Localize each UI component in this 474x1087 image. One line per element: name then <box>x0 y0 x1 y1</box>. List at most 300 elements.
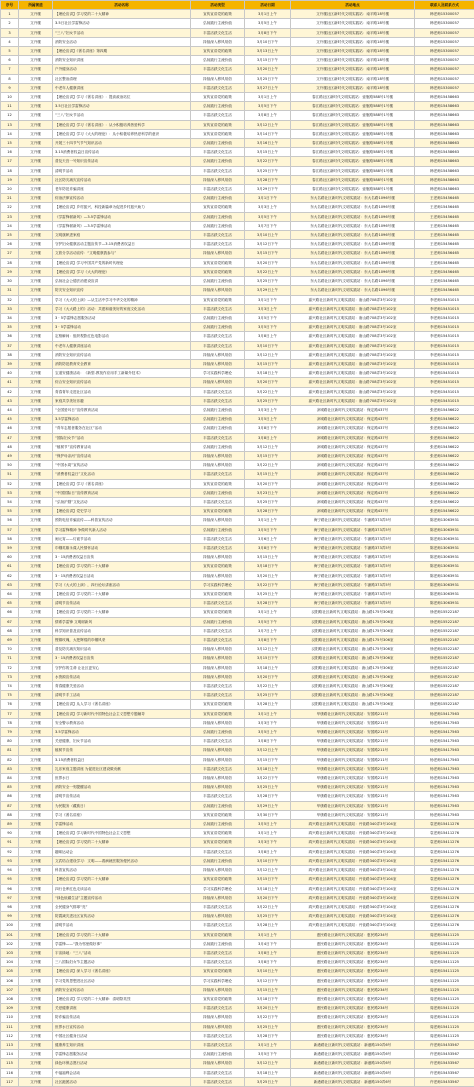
activity-location: 华康路社区新时代文明实践站：安国路211号 <box>291 709 415 718</box>
activity-type: 宣传宣讲党的政策 <box>191 562 245 571</box>
activity-date: 3月18日上午 <box>245 369 291 378</box>
activity-name: 趣味运动会 <box>53 847 191 856</box>
street-name: 文升楼 <box>19 912 53 921</box>
row-number: 87 <box>1 801 19 810</box>
activity-name: 定格瞬间：组织观影红色电影活动 <box>53 332 191 341</box>
table-row <box>1 921 474 930</box>
contact-info: 张老师15456622 <box>415 479 474 488</box>
table-row <box>1 764 474 773</box>
table-row <box>1 783 474 792</box>
activity-date: 3月3日上午 <box>245 304 291 313</box>
contact-info: 李老师15451015 <box>415 332 474 341</box>
table-row <box>1 378 474 387</box>
activity-date: 3月28日下午 <box>245 1031 291 1040</box>
activity-date: 3月25日上午 <box>245 1022 291 1031</box>
row-number: 5 <box>1 47 19 56</box>
street-name: 文升楼 <box>19 810 53 819</box>
table-row <box>1 672 474 681</box>
table-row <box>1 939 474 948</box>
table-row <box>1 1059 474 1068</box>
contact-info: 韩老师15458663 <box>415 185 474 194</box>
row-number: 47 <box>1 433 19 442</box>
activity-name: 学习《大大的上演》，四行论坛讲座活动 <box>53 580 191 589</box>
activity-type: 丰富活跃文化生活 <box>191 636 245 645</box>
activity-name: 清明节宣传活动 <box>53 599 191 608</box>
contact-info: 徐老师15522187 <box>415 608 474 617</box>
row-number: 72 <box>1 663 19 672</box>
table-row <box>1 359 474 368</box>
activity-type: 持续深入移风易俗 <box>191 1059 245 1068</box>
activity-location: 鸿兴路社区新时代文明实践站：丹徒路340弄3号104室 <box>291 820 415 829</box>
activity-name: 学习党的思想进社区活动 <box>53 976 191 985</box>
contact-info: 韩老师15300057 <box>415 74 474 83</box>
contact-info: 李老师15451015 <box>415 359 474 368</box>
row-number: 98 <box>1 902 19 911</box>
table-row <box>1 875 474 884</box>
activity-type: 丰富活跃文化生活 <box>191 111 245 120</box>
row-number: 18 <box>1 166 19 175</box>
activity-type: 弘扬践行主流价值 <box>191 617 245 626</box>
activity-name: 【理论宣讲】学习《大大的理论》 <box>53 267 191 276</box>
activity-date: 3月28日下午 <box>245 507 291 516</box>
contact-info: 张老师15456622 <box>415 488 474 497</box>
activity-type: 弘扬践行主流价值 <box>191 102 245 111</box>
activity-location: 惠民路社区新时代文明实践站：惠民路234号 <box>291 976 415 985</box>
activity-location: 海宁路社区新时代文明实践站：乍浦路373弄5号 <box>291 599 415 608</box>
activity-name: 综治法律宣传活动 <box>53 194 191 203</box>
activity-type: 丰富活跃文化生活 <box>191 691 245 700</box>
row-number: 11 <box>1 102 19 111</box>
table-row <box>1 37 474 46</box>
activity-name: 世界水日宣传活动 <box>53 1022 191 1031</box>
street-name: 文升楼 <box>19 755 53 764</box>
activity-location: 惠民路社区新时代文明实践站：惠民路234号 <box>291 985 415 994</box>
activity-name: 学雷锋活动 <box>53 820 191 829</box>
activity-location: 海宁路社区新时代文明实践站：乍浦路373弄5号 <box>291 516 415 525</box>
activity-location: 凉城路社区新时代文明实践站：保定路437号 <box>291 479 415 488</box>
row-number: 61 <box>1 562 19 571</box>
activity-location: 东大名路社区新时代文明实践站：东大名路1096号楼 <box>291 286 415 295</box>
street-name: 文升楼 <box>19 774 53 783</box>
row-number: 8 <box>1 74 19 83</box>
street-name: 文升楼 <box>19 737 53 746</box>
row-number: 86 <box>1 792 19 801</box>
table-row <box>1 958 474 967</box>
street-name: 文升楼 <box>19 902 53 911</box>
table-row <box>1 884 474 893</box>
row-number: 46 <box>1 424 19 433</box>
row-number: 43 <box>1 396 19 405</box>
row-number: 7 <box>1 65 19 74</box>
activity-date: 3月5日下午 <box>245 102 291 111</box>
row-number: 80 <box>1 737 19 746</box>
activity-date: 3月15日上午 <box>245 470 291 479</box>
row-number: 77 <box>1 709 19 718</box>
activity-name: 3 · 5学雷锋志愿服务活动 <box>53 313 191 322</box>
contact-info: 李老师15451015 <box>415 304 474 313</box>
table-row <box>1 1013 474 1022</box>
street-name: 文升楼 <box>19 1059 53 1068</box>
activity-date: 3月10日上午 <box>245 967 291 976</box>
street-name: 文升楼 <box>19 829 53 838</box>
activity-type: 弘扬践行主流价值 <box>191 1050 245 1059</box>
contact-info: 张老师15456622 <box>415 497 474 506</box>
activity-location: 东大名路社区新时代文明实践站：东大名路1096号楼 <box>291 194 415 203</box>
activity-date: 3月12日上午 <box>245 866 291 875</box>
row-number: 32 <box>1 295 19 304</box>
activity-location: 汉阳路社区新时代文明实践站：唐山路175号306室 <box>291 636 415 645</box>
row-number: 81 <box>1 746 19 755</box>
table-row <box>1 28 474 37</box>
activity-type: 丰富活跃文化生活 <box>191 433 245 442</box>
activity-type: 丰富活跃文化生活 <box>191 626 245 635</box>
activity-type: 丰富活跃文化生活 <box>191 1031 245 1040</box>
activity-location: 嘉兴路社区新时代文明实践站：唐山路708弄3号102室 <box>291 304 415 313</box>
activity-name: 守护妇女健康活动主题宣传节—3.15消费者权益日 <box>53 240 191 249</box>
activity-type: 持续深入移风易俗 <box>191 985 245 994</box>
street-name: 文升楼 <box>19 1004 53 1013</box>
table-row <box>1 847 474 856</box>
activity-type: 持续深入移风易俗 <box>191 249 245 258</box>
row-number: 89 <box>1 820 19 829</box>
street-name: 文升楼 <box>19 415 53 424</box>
row-number: 14 <box>1 129 19 138</box>
street-name: 文升楼 <box>19 221 53 230</box>
row-number: 44 <box>1 405 19 414</box>
row-number: 96 <box>1 884 19 893</box>
activity-location: 东大名路社区新时代文明实践站：东大名路1096号楼 <box>291 258 415 267</box>
contact-info: 张老师15456622 <box>415 433 474 442</box>
activity-date: 3月3日上午 <box>245 203 291 212</box>
activity-location: 汉阳路社区新时代文明实践站：唐山路175号306室 <box>291 672 415 681</box>
contact-info: 张老师15456622 <box>415 424 474 433</box>
street-name: 文升楼 <box>19 387 53 396</box>
activity-type: 弘扬践行主流价值 <box>191 139 245 148</box>
activity-type: 弘扬践行主流价值 <box>191 820 245 829</box>
activity-name: 《学雷锋树新风》—3.5学雷锋活动 <box>53 221 191 230</box>
row-number: 82 <box>1 755 19 764</box>
row-number: 50 <box>1 461 19 470</box>
activity-type: 宣传宣讲党的政策 <box>191 203 245 212</box>
row-number: 116 <box>1 1068 19 1077</box>
activity-name: 三八国际妇女节主题活动 <box>53 958 191 967</box>
activity-location: 春江路社区新时代文明实践站：壶瓶路588号1号楼 <box>291 157 415 166</box>
activity-name: 【理论宣讲】学习新时代中国特色社会主义思想 <box>53 829 191 838</box>
activity-name: 铿锵玫瑰，大把辉煌的巾帼风采 <box>53 636 191 645</box>
activity-name: 植树节宣传 <box>53 746 191 755</box>
street-name: 文升楼 <box>19 700 53 709</box>
activity-location: 嘉兴路社区新时代文明实践站：唐山路708弄3号102室 <box>291 359 415 368</box>
table-row <box>1 1022 474 1031</box>
row-number: 111 <box>1 1022 19 1031</box>
street-name: 文升楼 <box>19 231 53 240</box>
activity-location: 海宁路社区新时代文明实践站：乍浦路373弄5号 <box>291 580 415 589</box>
table-row <box>1 902 474 911</box>
activity-name: 普及天宫一号知识宣传活动 <box>53 157 191 166</box>
street-name: 文升楼 <box>19 691 53 700</box>
contact-info: 陈老师13063931 <box>415 525 474 534</box>
activity-location: 春江路社区新时代文明实践站：壶瓶路588号1号楼 <box>291 185 415 194</box>
row-number: 48 <box>1 442 19 451</box>
row-number: 85 <box>1 783 19 792</box>
activity-date: 3月3日下午 <box>245 838 291 847</box>
activity-type: 宣传宣讲党的政策 <box>191 258 245 267</box>
row-number: 33 <box>1 304 19 313</box>
activity-location: 鸿兴路社区新时代文明实践站：丹徒路340弄3号104室 <box>291 902 415 911</box>
activity-name: 防诈骗宣传活动 <box>53 1013 191 1022</box>
table-row <box>1 1050 474 1059</box>
activity-type: 持续深入移风易俗 <box>191 451 245 460</box>
street-name: 文升楼 <box>19 74 53 83</box>
contact-info: 陈老师13063931 <box>415 516 474 525</box>
activity-name: “绿色低碳生活”主题宣传活动 <box>53 893 191 902</box>
activity-location: 嘉兴路社区新时代文明实践站：唐山路708弄3号102室 <box>291 396 415 405</box>
contact-info: 杨老师15417563 <box>415 764 474 773</box>
activity-name: 【理论宣讲】《著名讲座》第四期 <box>53 47 191 56</box>
activity-location: 华康路社区新时代文明实践站：安国路211号 <box>291 764 415 773</box>
row-number: 29 <box>1 267 19 276</box>
contact-info: 杨老师15417563 <box>415 728 474 737</box>
activity-type: 丰富活跃文化生活 <box>191 185 245 194</box>
activity-location: 汉阳路社区新时代文明实践站：唐山路175号306室 <box>291 608 415 617</box>
activity-date: 3月22日下午 <box>245 774 291 783</box>
activity-date: 3月22日上午 <box>245 267 291 276</box>
contact-info: 许老师15453567 <box>415 1068 474 1077</box>
street-name: 文升楼 <box>19 866 53 875</box>
contact-info: 陈老师13063931 <box>415 553 474 562</box>
activity-location: 鸿兴路社区新时代文明实践站：丹徒路340弄3号104室 <box>291 884 415 893</box>
street-name: 文升楼 <box>19 139 53 148</box>
activity-type: 宣传宣讲党的政策 <box>191 709 245 718</box>
activity-location: 凉城路社区新时代文明实践站：保定路437号 <box>291 451 415 460</box>
activity-name: 综合安全知识宣传活动 <box>53 378 191 387</box>
table-row <box>1 985 474 994</box>
activity-date: 3月1日下午 <box>245 295 291 304</box>
activity-location: 鸿兴路社区新时代文明实践站：丹徒路340弄3号104室 <box>291 921 415 930</box>
activity-date: 3月25日下午 <box>245 396 291 405</box>
activity-location: 文升楼社区新时代文明实践站：南平路18号楼 <box>291 19 415 28</box>
activity-type: 丰富活跃文化生活 <box>191 599 245 608</box>
activity-date: 3月25日下午 <box>245 497 291 506</box>
activity-location: 凉城路社区新时代文明实践站：保定路437号 <box>291 405 415 414</box>
activity-location: 春江路社区新时代文明实践站：壶瓶路588号1号楼 <box>291 148 415 157</box>
activity-date: 3月18日上午 <box>245 1068 291 1077</box>
activity-location: 汉阳路社区新时代文明实践站：唐山路175号306室 <box>291 626 415 635</box>
activity-location: 鸿兴路社区新时代文明实践站：丹徒路340弄3号104室 <box>291 875 415 884</box>
activity-date: 3月15日下午 <box>245 654 291 663</box>
contact-info: 陈老师13063931 <box>415 599 474 608</box>
activity-date: 3月8日下午 <box>245 958 291 967</box>
contact-info: 徐老师15522187 <box>415 617 474 626</box>
activity-location: 华康路社区新时代文明实践站：安国路211号 <box>291 792 415 801</box>
activity-name: 3.5日社区学雷锋活动 <box>53 19 191 28</box>
table-row <box>1 746 474 755</box>
contact-info: 袁老师15411276 <box>415 847 474 856</box>
table-row <box>1 1068 474 1077</box>
activity-location: 凉城路社区新时代文明实践站：保定路437号 <box>291 488 415 497</box>
activity-type: 丰富活跃文化生活 <box>191 304 245 313</box>
street-name: 文升楼 <box>19 332 53 341</box>
row-number: 66 <box>1 608 19 617</box>
contact-info: 徐老师15522187 <box>415 636 474 645</box>
street-name: 文升楼 <box>19 424 53 433</box>
activity-date: 3月5日下午 <box>245 1050 291 1059</box>
activity-date: 3月22日上午 <box>245 902 291 911</box>
activity-type: 丰富活跃文化生活 <box>191 958 245 967</box>
activity-name: 开展三十四节气节气知识活动 <box>53 139 191 148</box>
table-row <box>1 948 474 957</box>
activity-date: 3月18日上午 <box>245 764 291 773</box>
activity-type: 丰富活跃文化生活 <box>191 847 245 856</box>
activity-date: 3月8日上午 <box>245 332 291 341</box>
street-name: 文升楼 <box>19 939 53 948</box>
activity-date: 3月15日上午 <box>245 148 291 157</box>
activity-date: 3月1日上午 <box>245 709 291 718</box>
activity-type: 弘扬践行主流价值 <box>191 525 245 534</box>
activity-name: 【理论宣讲】学习党的二十大精神 <box>53 838 191 847</box>
activity-location: 文升楼社区新时代文明实践站：南平路18号楼 <box>291 65 415 74</box>
activity-date: 3月29日上午 <box>245 286 291 295</box>
row-number: 109 <box>1 1004 19 1013</box>
activity-name: 3.15消费者权益日 <box>53 755 191 764</box>
activity-type: 弘扬践行主流价值 <box>191 313 245 322</box>
activity-name: “保护母亲河”宣传活动 <box>53 451 191 460</box>
table-row <box>1 350 474 359</box>
street-name: 文升楼 <box>19 28 53 37</box>
activity-type: 丰富活跃文化生活 <box>191 240 245 249</box>
row-number: 24 <box>1 221 19 230</box>
activity-name: 3 · 5学雷锋活动 <box>53 323 191 332</box>
table-row <box>1 700 474 709</box>
activity-name: 关爱健康，妇女节活动 <box>53 737 191 746</box>
activity-date: 3月16日上午 <box>245 139 291 148</box>
activity-name: 3 · 15消费者权益日活动 <box>53 571 191 580</box>
activity-name: 消防安全宣传活动 <box>53 985 191 994</box>
street-name: 文升楼 <box>19 856 53 865</box>
contact-info: 杨老师15417563 <box>415 718 474 727</box>
activity-type: 宣传宣讲党的政策 <box>191 700 245 709</box>
activity-location: 东大名路社区新时代文明实践站：东大名路1096号楼 <box>291 231 415 240</box>
activity-type: 丰富活跃文化生活 <box>191 396 245 405</box>
row-number: 59 <box>1 543 19 552</box>
contact-info: 袁老师15411276 <box>415 884 474 893</box>
street-name: 文升楼 <box>19 636 53 645</box>
contact-info: 徐老师15522187 <box>415 645 474 654</box>
contact-info: 杨老师15417563 <box>415 792 474 801</box>
activity-type: 持续深入移风易俗 <box>191 175 245 184</box>
row-number: 63 <box>1 580 19 589</box>
row-number: 97 <box>1 893 19 902</box>
activity-name: 清明节活动 <box>53 921 191 930</box>
activity-date: 3月1日上午 <box>245 608 291 617</box>
row-number: 67 <box>1 617 19 626</box>
contact-info: 杨老师15417563 <box>415 709 474 718</box>
street-name: 文升楼 <box>19 654 53 663</box>
activity-date: 3月14日下午 <box>245 129 291 138</box>
street-name: 文升楼 <box>19 884 53 893</box>
row-number: 95 <box>1 875 19 884</box>
table-row <box>1 231 474 240</box>
table-row <box>1 139 474 148</box>
column-header: 联系人及联系方式 <box>415 1 474 10</box>
activity-type: 丰富活跃文化生活 <box>191 792 245 801</box>
contact-info: 王老师15456465 <box>415 203 474 212</box>
table-row <box>1 654 474 663</box>
table-row <box>1 994 474 1003</box>
street-name: 文升楼 <box>19 571 53 580</box>
row-number: 99 <box>1 912 19 921</box>
activity-location: 惠民路社区新时代文明实践站：惠民路234号 <box>291 930 415 939</box>
contact-info: 周老师15411125 <box>415 939 474 948</box>
activity-date: 3月12日下午 <box>245 240 291 249</box>
activity-date: 3月8日下午 <box>245 424 291 433</box>
activity-type: 弘扬践行主流价值 <box>191 221 245 230</box>
table-row <box>1 792 474 801</box>
row-number: 22 <box>1 203 19 212</box>
activity-date: 3月18日下午 <box>245 562 291 571</box>
activity-location: 嘉兴路社区新时代文明实践站：唐山路708弄3号102室 <box>291 378 415 387</box>
activity-name: “中国国际日”宣传教育活动 <box>53 488 191 497</box>
activity-name: 科学知识普及宣传活动 <box>53 626 191 635</box>
street-name: 文升楼 <box>19 958 53 967</box>
column-header: 活动日期 <box>245 1 291 10</box>
activity-name: 消防安全一刻提醒活动 <box>53 783 191 792</box>
activity-date: 3月5日下午 <box>245 617 291 626</box>
street-name: 文升楼 <box>19 19 53 28</box>
activity-name: 【理论宣讲】学习中国共产党的新时代理论 <box>53 258 191 267</box>
activity-name: “植树节”宣传教育活动 <box>53 442 191 451</box>
activity-name: 【理论宣讲】学习党的二十大精神 <box>53 562 191 571</box>
activity-name: 学雷锋——“我为邻里做好事” <box>53 939 191 948</box>
activity-date: 3月8日下午 <box>245 737 291 746</box>
activity-type: 弘扬践行主流价值 <box>191 728 245 737</box>
table-row <box>1 93 474 102</box>
activity-type: 弘扬践行主流价值 <box>191 442 245 451</box>
activity-type: 持续深入移风易俗 <box>191 1013 245 1022</box>
street-name: 文升楼 <box>19 1031 53 1040</box>
activity-location: 新港路社区新时代文明实践站：新港路150弄6号 <box>291 1077 415 1086</box>
row-number: 93 <box>1 856 19 865</box>
activity-type: 弘扬践行主流价值 <box>191 323 245 332</box>
activity-date: 3月28日上午 <box>245 921 291 930</box>
table-row <box>1 442 474 451</box>
column-header: 所属街道 <box>19 1 53 10</box>
activity-date: 3月25日下午 <box>245 277 291 286</box>
contact-info: 张老师15456622 <box>415 415 474 424</box>
table-row <box>1 249 474 258</box>
activity-name: 学习《大大路上的》活动：共建和谐美好的家庭文化活动 <box>53 304 191 313</box>
street-name: 文升楼 <box>19 369 53 378</box>
table-row <box>1 56 474 65</box>
table-row <box>1 129 474 138</box>
table-row <box>1 194 474 203</box>
activity-type: 宣传宣讲党的政策 <box>191 479 245 488</box>
street-name: 文升楼 <box>19 663 53 672</box>
street-name: 文升楼 <box>19 304 53 313</box>
activity-name: 文旅分享活动宣传：“文明健康我参与” <box>53 249 191 258</box>
activity-name: 科普宣传活动 <box>53 866 191 875</box>
contact-info: 李老师15451015 <box>415 313 474 322</box>
street-name: 文升楼 <box>19 286 53 295</box>
row-number: 56 <box>1 516 19 525</box>
activity-location: 东大名路社区新时代文明实践站：东大名路1096号楼 <box>291 277 415 286</box>
activity-type: 丰富活跃文化生活 <box>191 1068 245 1077</box>
activity-type: 持续深入移风易俗 <box>191 461 245 470</box>
street-name: 文升楼 <box>19 350 53 359</box>
street-name: 文升楼 <box>19 83 53 92</box>
street-name: 文升楼 <box>19 93 53 102</box>
activity-name: 【理论宣讲】深入学习《著名讲座》 <box>53 967 191 976</box>
